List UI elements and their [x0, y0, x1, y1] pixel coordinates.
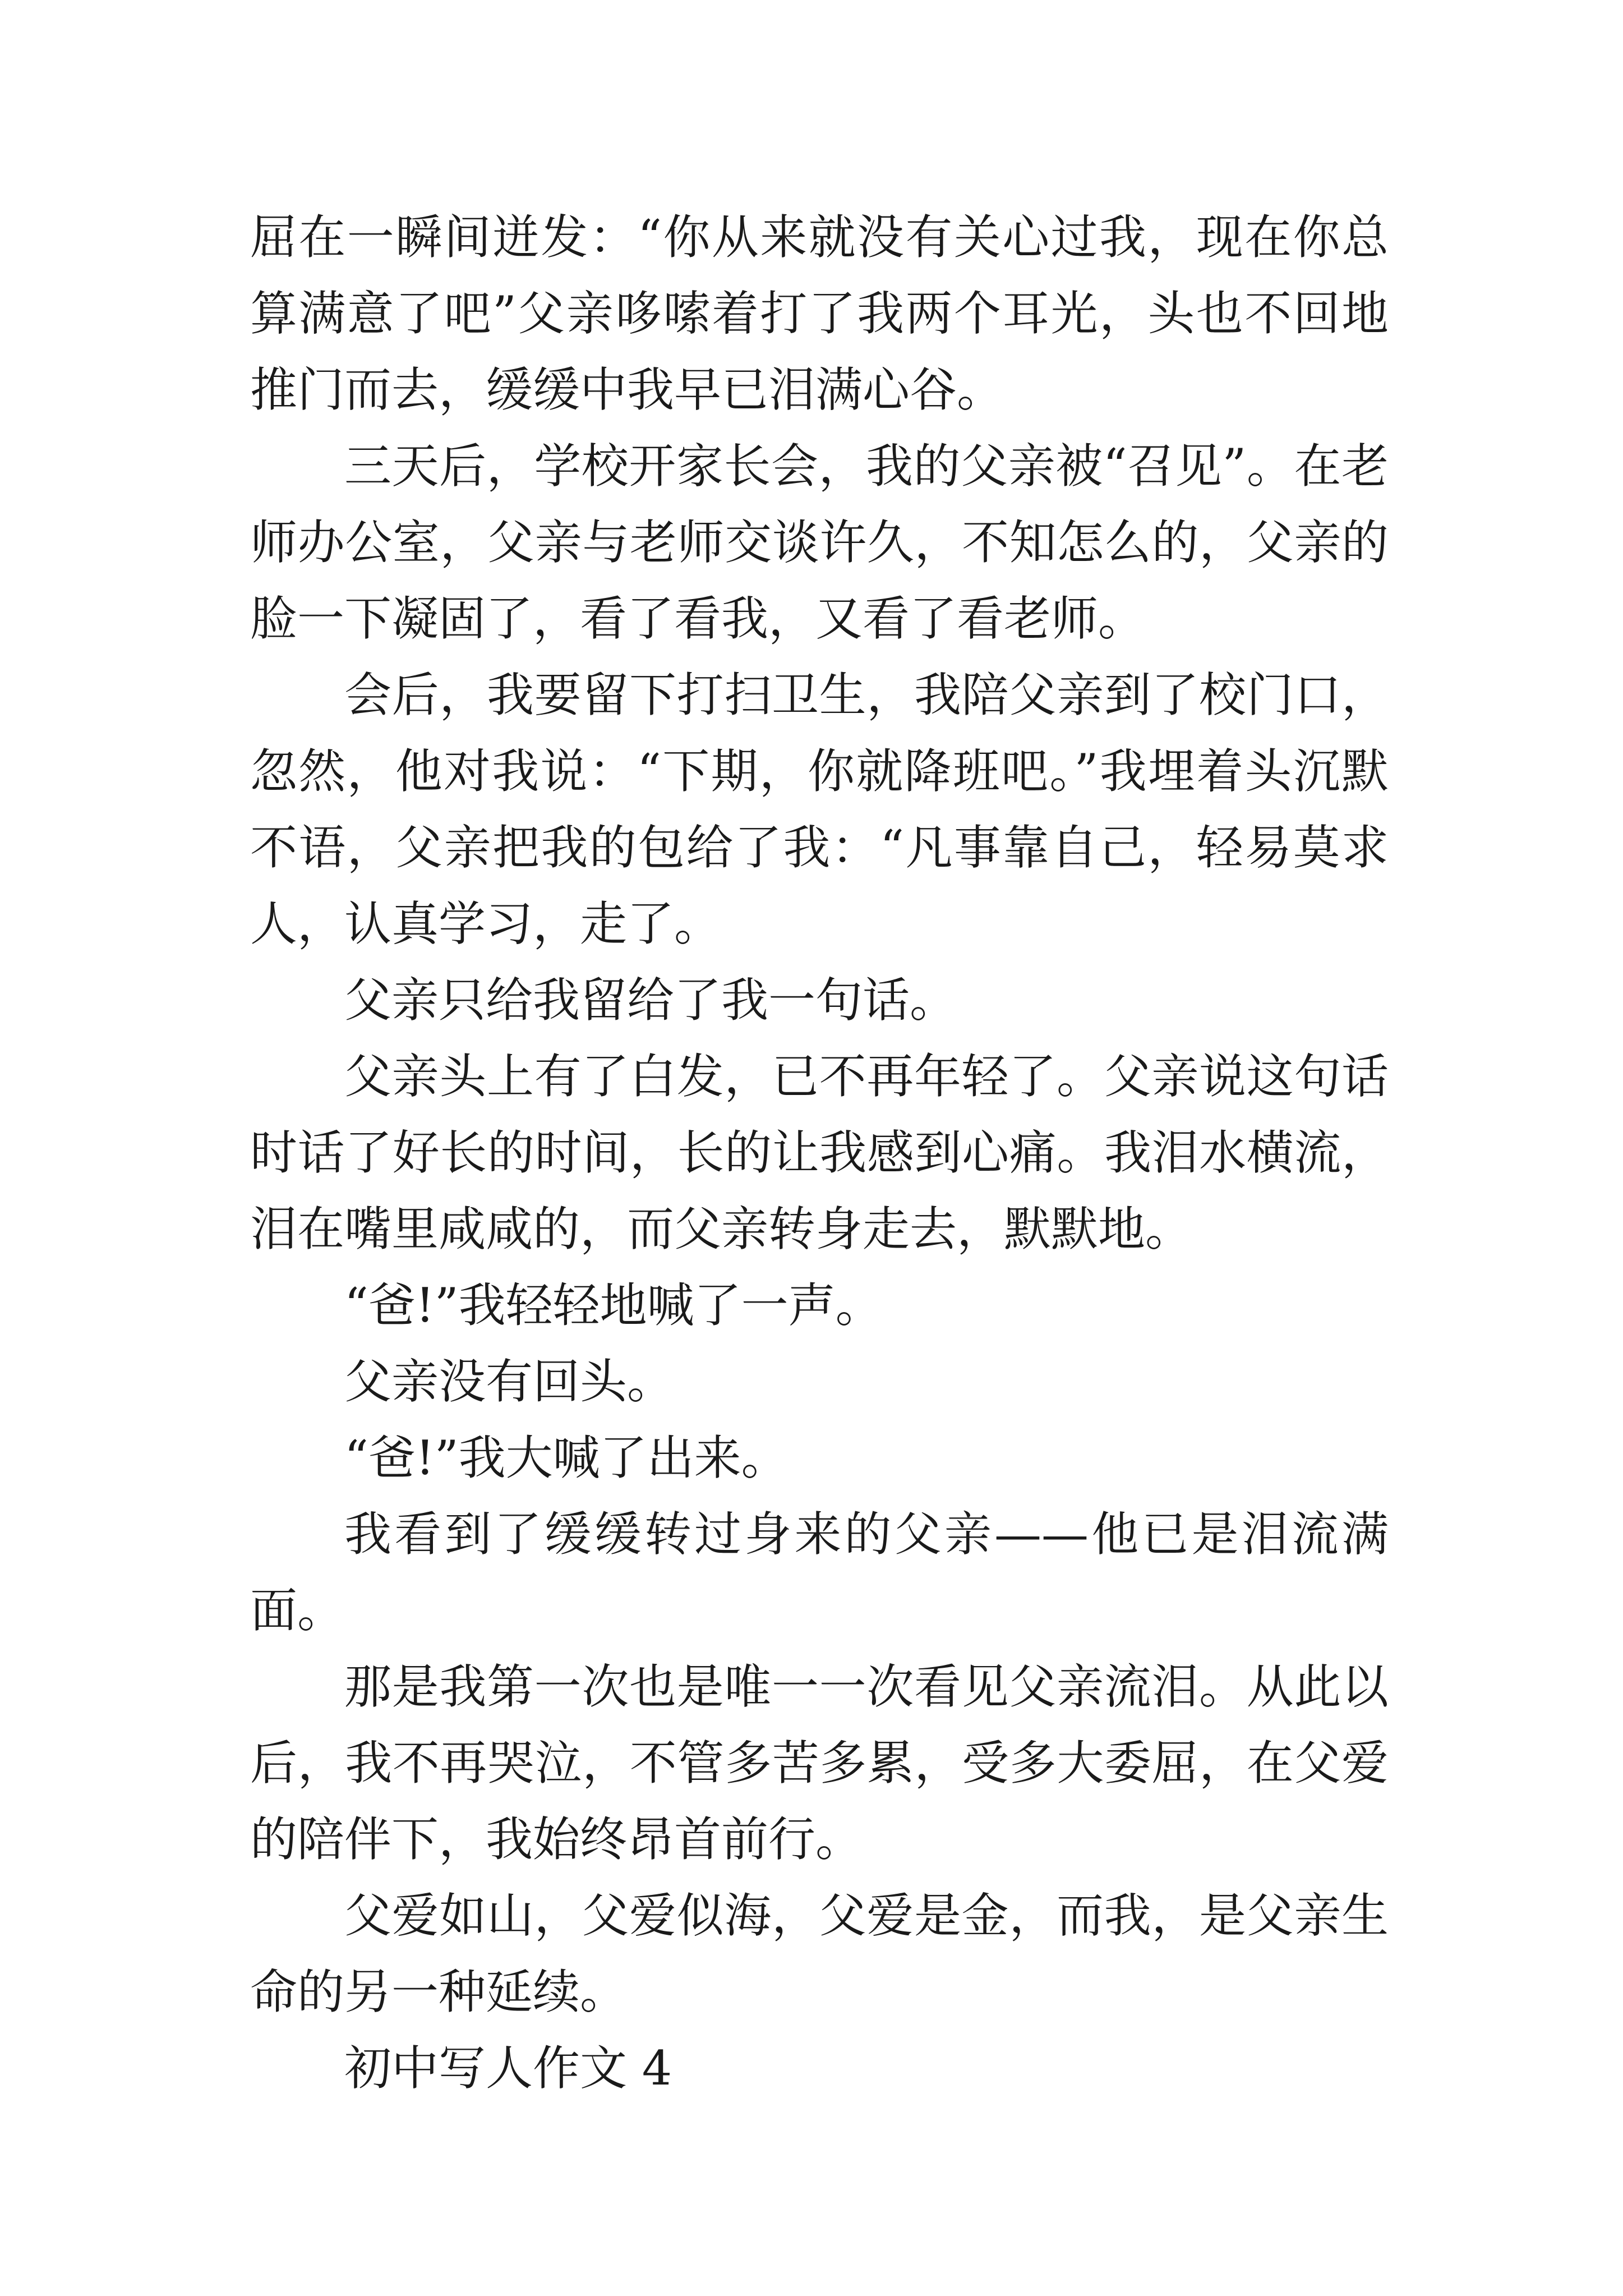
paragraph-10: 那是我第一次也是唯一一次看见父亲流泪。从此以后，我不再哭泣，不管多苦多累，受多大委屈，在父爱的陪伴下，我始终昂首前行。 [250, 1659, 1389, 1867]
document-body [250, 199, 1389, 2106]
paragraph-9: 我看到了缓缓转过身来的父亲——他已是泪流满面。 [250, 1507, 1389, 1638]
paragraph-8: “爸!”我大喊了出来。 [344, 1430, 789, 1485]
paragraph-5: 父亲头上有了白发，已不再年轻了。父亲说这句话时话了好长的时间，长的让我感到心痛。我泪水横流，泪在嘴里咸咸的，而父亲转身走去，默默地。 [250, 1049, 1389, 1257]
paragraph-4: 父亲只给我留给了我一句话。 [344, 973, 957, 1028]
paragraph-2: 三天后，学校开家长会，我的父亲被“召见”。在老师办公室，父亲与老师交谈许久，不知怎么的，父亲的脸一下凝固了，看了看我，又看了看老师。 [250, 439, 1389, 646]
section-heading: 初中写人作文 4 [344, 2041, 672, 2096]
paragraph-6: “爸!”我轻轻地喊了一声。 [344, 1278, 883, 1333]
paragraph-1: 屈在一瞬间迸发：“你从来就没有关心过我，现在你总算满意了吧”父亲哆嗦着打了我两个耳光，头也不回地推门而去，缓缓中我早已泪满心谷。 [250, 210, 1389, 417]
paragraph-11: 父爱如山，父爱似海，父爱是金，而我，是父亲生命的另一种延续。 [250, 1888, 1389, 2019]
paragraph-3: 会后，我要留下打扫卫生，我陪父亲到了校门口，忽然，他对我说：“下期，你就降班吧。”我埋着头沉默不语，父亲把我的包给了我：“凡事靠自己，轻易莫求人，认真学习，走了。 [250, 668, 1389, 951]
paragraph-7: 父亲没有回头。 [344, 1354, 675, 1409]
